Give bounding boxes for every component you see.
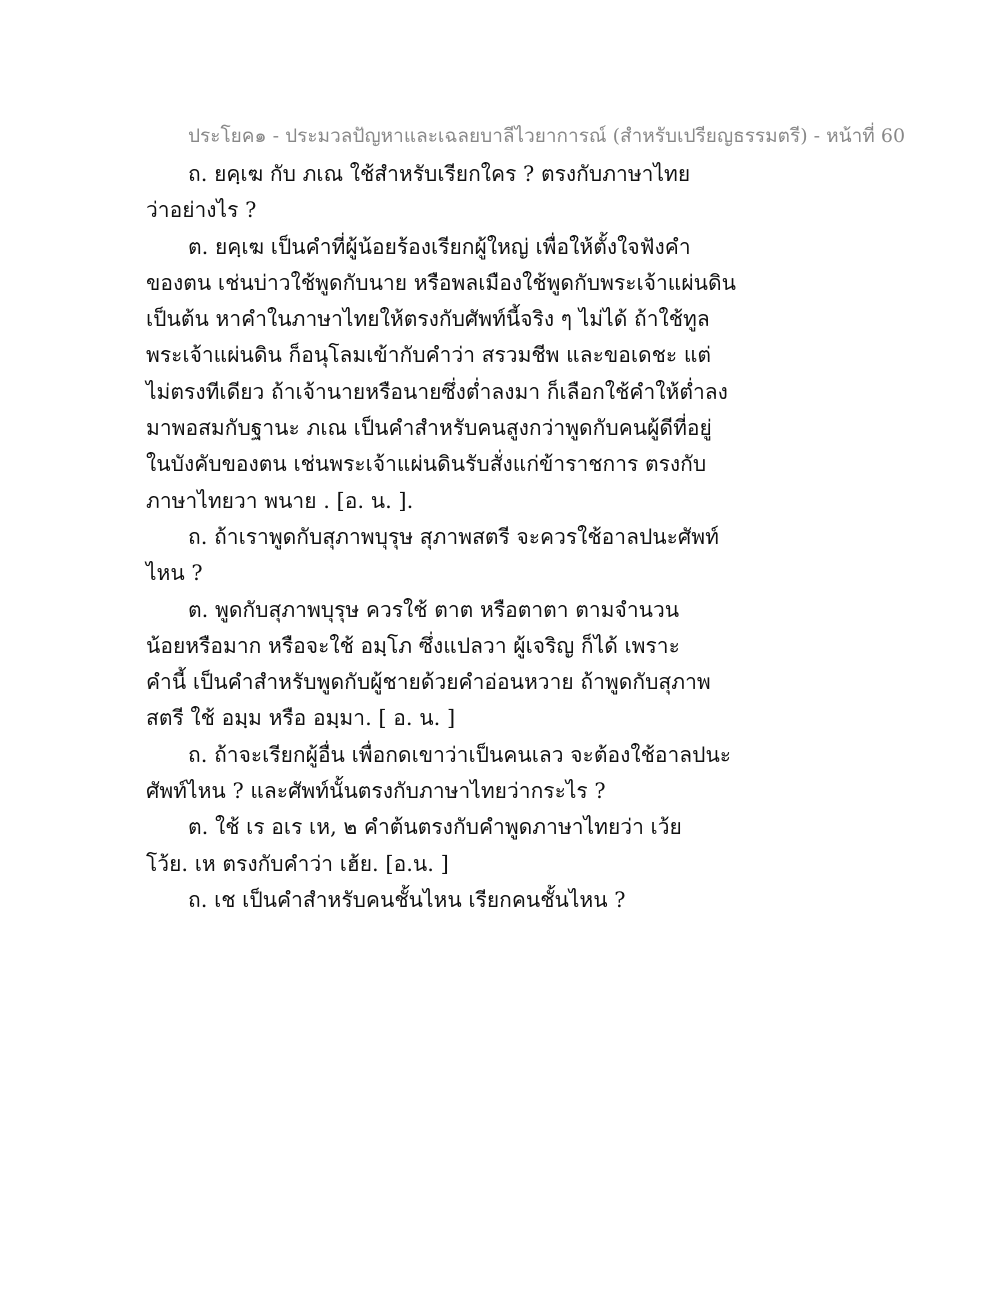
text-line: น้อยหรือมาก หรือจะใช้ อมฺโภ ซึ่งแปลวา ผู้เจริญ ก็ได้ เพราะ bbox=[146, 633, 680, 658]
text-line: ไหน ? bbox=[146, 561, 203, 586]
text-line: ถ. เช เป็นคำสำหรับคนชั้นไหน เรียกคนชั้นไหน ? bbox=[188, 887, 626, 912]
text-line: ภาษาไทยวา พนาย . [อ. น. ]. bbox=[146, 488, 414, 513]
text-line: ในบังคับของตน เช่นพระเจ้าแผ่นดินรับสั่งแก่ข้าราชการ ตรงกับ bbox=[146, 452, 707, 477]
text-line: เป็นต้น หาคำในภาษาไทยให้ตรงกับศัพท์นี้จริง ๆ ไม่ได้ ถ้าใช้ทูล bbox=[146, 307, 710, 332]
text-line: ถ. ถ้าจะเรียกผู้อื่น เพื่อกดเขาว่าเป็นคนเลว จะต้องใช้อาลปนะ bbox=[188, 742, 732, 767]
text-line: ต. ยคฺเฆ เป็นคำที่ผู้น้อยร้องเรียกผู้ใหญ่ เพื่อให้ตั้งใจฟังคำ bbox=[188, 234, 691, 259]
text-line: ศัพท์ไหน ? และศัพท์นั้นตรงกับภาษาไทยว่ากระไร ? bbox=[146, 779, 606, 804]
text-line: ไม่ตรงทีเดียว ถ้าเจ้านายหรือนายซึ่งต่ำลงมา ก็เลือกใช้คำให้ต่ำลง bbox=[146, 379, 728, 404]
text-line: ถ. ยคฺเฆ กับ ภเณ ใช้สำหรับเรียกใคร ? ตรงกับภาษาไทย bbox=[188, 162, 691, 186]
text-line: ของตน เช่นบ่าวใช้พูดกับนาย หรือพลเมืองใช้พูดกับพระเจ้าแผ่นดิน bbox=[146, 270, 736, 295]
text-line: ต. ใช้ เร อเร เห, ๒ คำต้นตรงกับคำพูดภาษาไทยว่า เว้ย bbox=[188, 815, 682, 840]
text-line: สตรี ใช้ อมฺม หรือ อมฺมา. [ อ. น. ] bbox=[146, 706, 456, 731]
text-line: ต. พูดกับสุภาพบุรุษ ควรใช้ ตาต หรือตาตา ตามจำนวน bbox=[188, 597, 680, 622]
text-line: มาพอสมกับฐานะ ภเณ เป็นคำสำหรับคนสูงกว่าพูดกับคนผู้ดีที่อยู่ bbox=[146, 416, 712, 441]
body-text bbox=[146, 156, 736, 918]
page-header: ประโยค๑ - ประมวลปัญหาและเฉลยบาลีไวยาการณ์ (สำหรับเปรียญธรรมตรี) - หน้าที่ 60 bbox=[188, 125, 906, 147]
text-line: พระเจ้าแผ่นดิน ก็อนุโลมเข้ากับคำว่า สรวมชีพ และขอเดชะ แต่ bbox=[146, 343, 712, 368]
text-line: ว่าอย่างไร ? bbox=[146, 198, 257, 223]
text-line: โว้ย. เห ตรงกับคำว่า เฮ้ย. [อ.น. ] bbox=[146, 851, 449, 876]
text-line: คำนี้ เป็นคำสำหรับพูดกับผู้ชายด้วยคำอ่อนหวาย ถ้าพูดกับสุภาพ bbox=[146, 670, 711, 695]
text-line: ถ. ถ้าเราพูดกับสุภาพบุรุษ สุภาพสตรี จะควรใช้อาลปนะศัพท์ bbox=[188, 524, 719, 549]
